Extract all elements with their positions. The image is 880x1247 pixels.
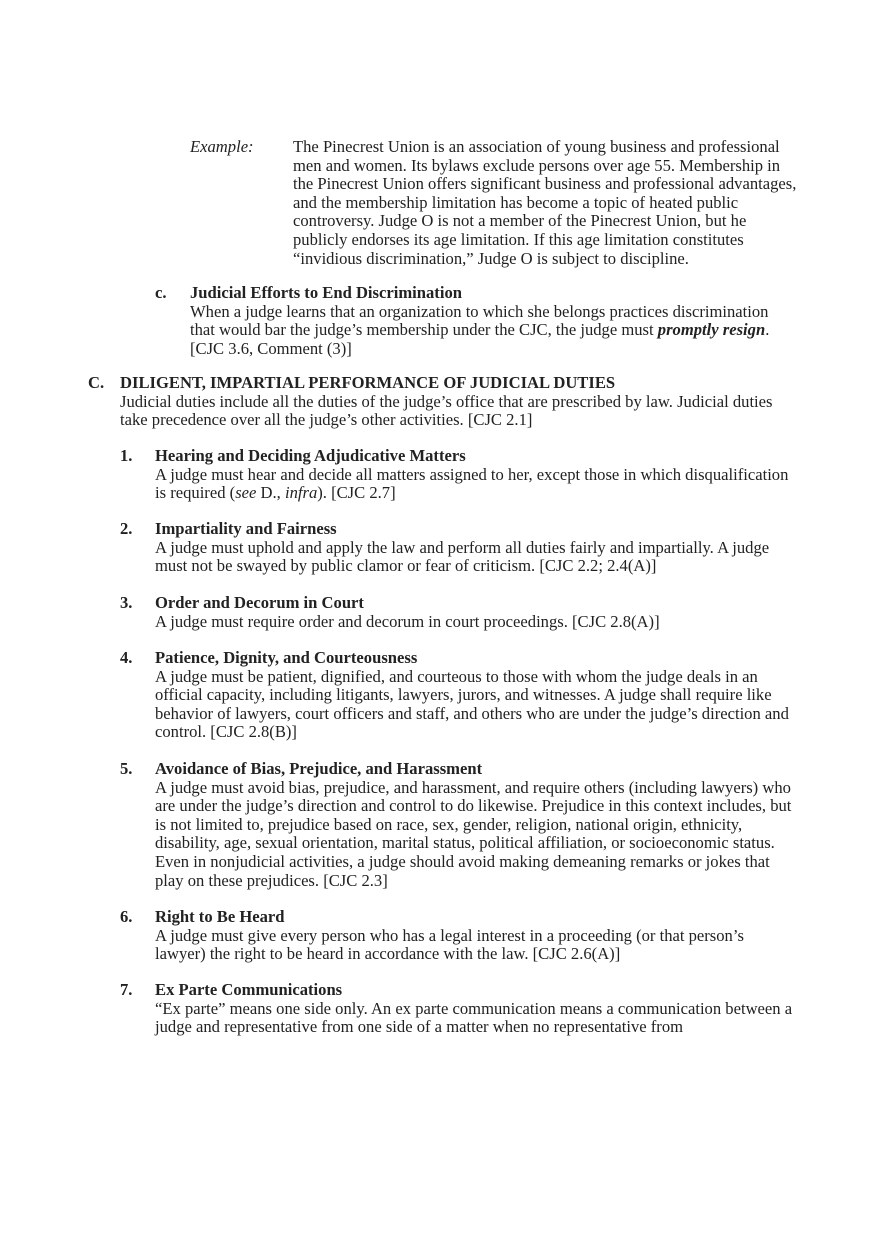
subsection-c-heading: Judicial Efforts to End Discrimination [190,283,462,302]
item-1 [155,447,793,503]
section-c [120,374,794,430]
item-1-text: A judge must hear and decide all matters assigned to her, except those in which disqualification is required (see D., infra). [CJC 2.7] [155,464,789,503]
item-5-text: A judge must avoid bias, prejudice, and harassment, and require others (including lawyers) who are under the judge’s direction and control to do likewise. Prejudice in this context includes, but is not limited to, prejudice based on race, sex, gender, religion, national origin, ethnicity, disability, age, sexual orientation, marital status, political affiliation, or socioeconomic status. Even in nonjudicial activities, a judge should avoid making demeaning remarks or jokes that play on these prejudices. [CJC 2.3] [155,777,792,890]
item-1-num: 1. [120,446,133,465]
item-7 [155,981,793,1037]
item-4-num: 4. [120,648,133,667]
item-6-num: 6. [120,907,133,926]
item-4-heading: Patience, Dignity, and Courteousness [155,648,418,667]
item-2-text: A judge must uphold and apply the law and perform all duties fairly and impartially. A judge must not be swayed by public clamor or fear of criticism. [CJC 2.2; 2.4(A)] [155,537,770,576]
item-2-heading: Impartiality and Fairness [155,519,337,538]
item-4 [155,649,793,742]
item-6-text: A judge must give every person who has a legal interest in a proceeding (or that person’s lawyer) the right to be heard in accordance with the law. [CJC 2.6(A)] [155,925,744,964]
item-6 [155,908,793,964]
item-6-heading: Right to Be Heard [155,907,285,926]
section-c-heading: DILIGENT, IMPARTIAL PERFORMANCE OF JUDICIAL DUTIES [120,373,616,392]
section-c-text: Judicial duties include all the duties of the judge’s office that are prescribed by law. Judicial duties take precedence over all the judge’s other activities. [CJC 2.1] [120,391,773,430]
item-3-num: 3. [120,593,133,612]
item-5-num: 5. [120,759,133,778]
section-c-label: C. [88,373,105,392]
subsection-c-label: c. [155,283,167,302]
item-5 [155,760,793,890]
item-4-text: A judge must be patient, dignified, and courteous to those with whom the judge deals in an official capacity, including litigants, lawyers, jurors, and witnesses. A judge shall require like behavior of lawyers, court officers and staff, and others who are under the judge’s direction and control. [CJC 2.8(B)] [155,666,789,742]
item-3-text: A judge must require order and decorum in court proceedings. [CJC 2.8(A)] [155,611,660,631]
item-7-text: “Ex parte” means one side only. An ex parte communication means a communication between a judge and representative from one side of a matter when no representative from [155,998,793,1037]
item-7-heading: Ex Parte Communications [155,980,343,999]
item-2-num: 2. [120,519,133,538]
example-label: Example: [190,137,254,156]
item-2 [155,520,793,576]
subsection-c [190,284,792,358]
item-3-heading: Order and Decorum in Court [155,593,364,612]
item-5-heading: Avoidance of Bias, Prejudice, and Harassment [155,759,483,778]
item-1-heading: Hearing and Deciding Adjudicative Matters [155,446,466,465]
item-3 [155,594,793,631]
promptly-resign-emphasis: promptly resign [657,320,766,340]
subsection-c-text: When a judge learns that an organization to which she belongs practices discrimination that would bar the judge’s membership under the CJC, the judge must promptly resign. [CJC 3.6, Comment (3)] [190,301,770,358]
example-text: The Pinecrest Union is an association of young business and professional men and women. Its bylaws exclude persons over age 55. Membership in the Pinecrest Union offers significant business and professional advantages, and the membership limitation has become a topic of heated public controversy. Judge O is not a member of the Pinecrest Union, but he publicly endorses its age limitation. If this age limitation constitutes “invidious discrimination,” Judge O is subject to discipline. [293,137,797,268]
item-7-num: 7. [120,980,133,999]
